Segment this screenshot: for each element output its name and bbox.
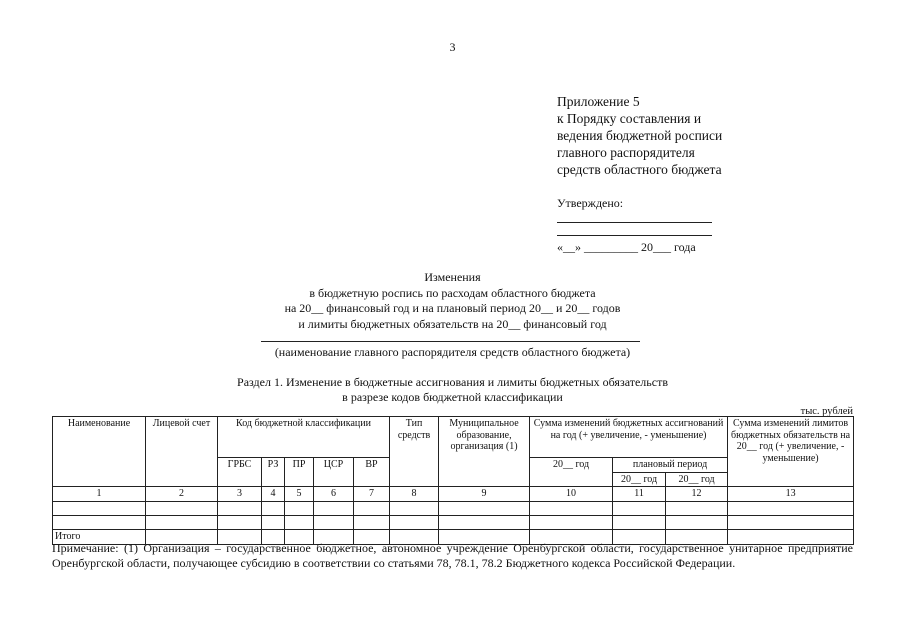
header-limits: Сумма изменений лимитов бюджетных обязательств на 20__ год (+ увеличение, - уменьшение) xyxy=(728,417,854,487)
header-account: Лицевой счет xyxy=(146,417,218,487)
appendix-line: ведения бюджетной росписи xyxy=(557,128,723,143)
header-year-plan2: 20__ год xyxy=(666,472,728,487)
header-fund-type: Тип средств xyxy=(390,417,439,487)
footnote: Примечание: (1) Организация – государственное бюджетное, автономное учреждение Оренбургской области, государственное унитарное предприятие Оренбургской области, получающее субсидию в соответствии со статьями 78, 78.1, 78.2 Бюджетного кодекса Российской Федерации. xyxy=(52,541,853,570)
column-number: 11 xyxy=(613,487,666,502)
approval-label: Утверждено: xyxy=(557,196,624,210)
units-label: тыс. рублей xyxy=(800,406,853,417)
header-year-current: 20__ год xyxy=(530,458,613,487)
document-title xyxy=(0,270,905,332)
column-number: 6 xyxy=(314,487,354,502)
header-year-plan1: 20__ год xyxy=(613,472,666,487)
header-municipality: Муниципальное образование, организация (1) xyxy=(439,417,530,487)
budget-changes-table xyxy=(52,416,854,545)
page-number: 3 xyxy=(449,40,456,54)
header-rz: РЗ xyxy=(262,458,285,487)
title-line: Изменения xyxy=(424,270,481,284)
column-number: 8 xyxy=(390,487,439,502)
table-row xyxy=(53,516,854,530)
column-number: 13 xyxy=(728,487,854,502)
signature-line xyxy=(557,222,712,223)
header-name: Наименование xyxy=(53,417,146,487)
column-number: 5 xyxy=(285,487,314,502)
column-number: 2 xyxy=(146,487,218,502)
section-line: в разрезе кодов бюджетной классификации xyxy=(342,389,563,404)
column-number: 12 xyxy=(666,487,728,502)
appendix-line: главного распорядителя xyxy=(557,145,695,160)
section-heading xyxy=(0,375,905,404)
table-row xyxy=(53,502,854,516)
header-pr: ПР xyxy=(285,458,314,487)
signature-line xyxy=(557,235,712,236)
appendix-line: средств областного бюджета xyxy=(557,162,722,177)
header-planned-period: плановый период xyxy=(613,458,728,473)
column-number: 1 xyxy=(53,487,146,502)
header-assignments: Сумма изменений бюджетных ассигнований на год (+ увеличение, - уменьшение) xyxy=(530,417,728,458)
column-number: 9 xyxy=(439,487,530,502)
title-line: в бюджетную роспись по расходам областного бюджета xyxy=(309,285,596,300)
section-line: Раздел 1. Изменение в бюджетные ассигнования и лимиты бюджетных обязательств xyxy=(237,375,668,389)
distributor-name-caption: (наименование главного распорядителя средств областного бюджета) xyxy=(274,345,631,359)
appendix-line: Приложение 5 xyxy=(557,94,640,109)
column-number: 7 xyxy=(354,487,390,502)
approval-date-line: «__» _________ 20___ года xyxy=(557,240,696,254)
header-classification: Код бюджетной классификации xyxy=(218,417,390,458)
header-grbs: ГРБС xyxy=(218,458,262,487)
distributor-name-line xyxy=(261,341,640,342)
total-label: Итого xyxy=(53,530,146,545)
column-number: 4 xyxy=(262,487,285,502)
appendix-line: к Порядку составления и xyxy=(557,111,702,126)
title-line: на 20__ финансовый год и на плановый период 20__ и 20__ годов xyxy=(284,301,621,315)
column-number: 3 xyxy=(218,487,262,502)
column-number: 10 xyxy=(530,487,613,502)
appendix-block xyxy=(557,93,722,178)
header-vr: ВР xyxy=(354,458,390,487)
header-csr: ЦСР xyxy=(314,458,354,487)
title-line: и лимиты бюджетных обязательств на 20__ финансовый год xyxy=(298,316,607,331)
